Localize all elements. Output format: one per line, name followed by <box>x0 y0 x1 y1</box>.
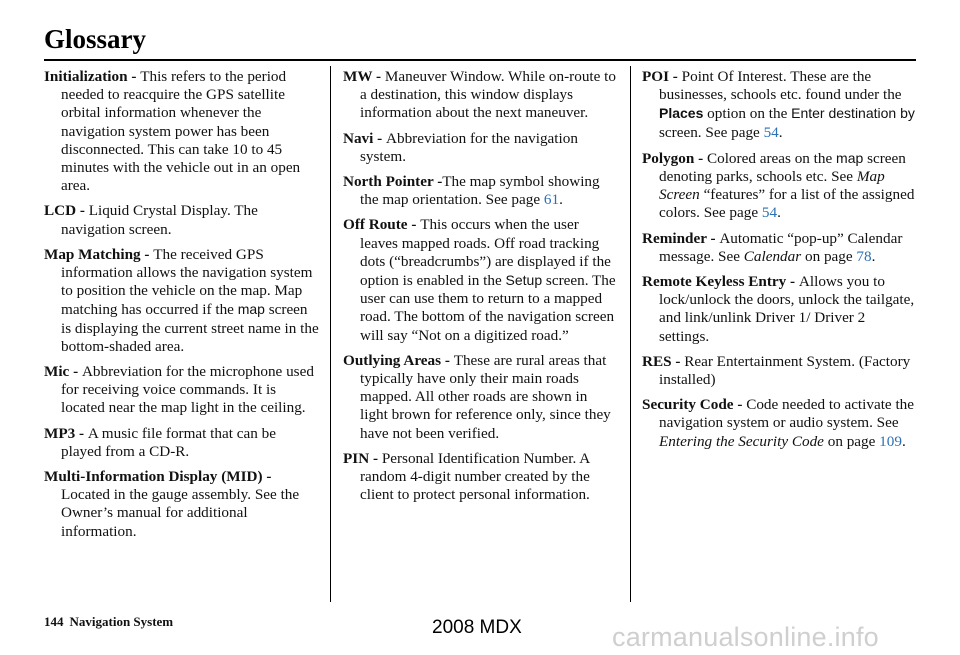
glossary-definition: Located in the gauge assembly. See the Owner’s manual for additional information. <box>61 486 300 540</box>
glossary-definition: Colored areas on the <box>706 149 837 167</box>
glossary-definition: This refers to the period needed to reacquire the GPS satellite orbital information whenever the navigation system power has been disconnected. This can take 10 to 45 minutes with the vehicle out in an open area. <box>61 68 301 195</box>
glossary-entry-mw <box>343 68 618 123</box>
glossary-term: Navi - <box>343 129 387 147</box>
glossary-column-3 <box>642 68 917 458</box>
glossary-entry-security-code <box>642 396 917 451</box>
glossary-term: Reminder - <box>642 229 720 247</box>
vehicle-model-label: 2008 MDX <box>432 617 522 638</box>
glossary-definition: These are rural areas that typically have only their main roads mapped. All other roads are shown in light brown for reference only, since they have not been verified. <box>360 351 611 442</box>
page-link-61[interactable]: 61 <box>543 191 560 209</box>
glossary-entry-reminder <box>642 230 917 266</box>
column-divider-2 <box>630 66 631 602</box>
glossary-definition-cont: screen. The user can use them to return to a mapped road. The bottom of the navigation screen will say “Not on a digitized road.” <box>360 272 616 344</box>
glossary-definition: The map symbol showing the map orientation. See page <box>360 173 600 209</box>
glossary-definition-cont: on page <box>801 247 857 265</box>
enter-destination-screen-name: Enter destination by <box>791 105 915 122</box>
glossary-definition-cont: on page <box>823 432 880 450</box>
glossary-definition-cont: screen is displaying the current street name in the bottom-shaded area. <box>61 301 319 355</box>
glossary-definition: The received GPS information allows the navigation system to position the vehicle on the map. Map matching has occurred if the <box>61 245 313 319</box>
glossary-definition: Abbreviation for the navigation system. <box>360 129 578 165</box>
calendar-reference: Calendar <box>743 247 802 265</box>
glossary-entry-poi <box>642 68 917 142</box>
glossary-term: POI - <box>642 68 682 85</box>
glossary-definition: A music file format that can be played from a CD-R. <box>61 424 276 460</box>
glossary-column-2 <box>343 68 618 511</box>
page-number: 144 <box>44 614 64 629</box>
glossary-term: Off Route - <box>343 216 421 234</box>
glossary-entry-pin <box>343 450 618 505</box>
punctuation: . <box>871 247 876 265</box>
glossary-term: MP3 - <box>44 424 88 442</box>
glossary-term: RES - <box>642 352 685 370</box>
glossary-definition: Automatic “pop-up” Calendar message. See <box>659 229 903 265</box>
glossary-definition: Rear Entertainment System. (Factory installed) <box>659 352 911 389</box>
page-link-54[interactable]: 54 <box>761 204 778 222</box>
glossary-entry-mic <box>44 363 319 418</box>
glossary-term: North Pointer - <box>343 173 443 191</box>
title-divider <box>44 59 916 61</box>
glossary-entry-off-route <box>343 216 618 344</box>
glossary-definition: Point Of Interest. These are the businesses, schools etc. found under the <box>659 68 902 104</box>
punctuation: . <box>777 204 781 222</box>
page-link-109[interactable]: 109 <box>879 432 902 450</box>
glossary-entry-mp3 <box>44 425 319 461</box>
glossary-term: Initialization - <box>44 68 141 85</box>
glossary-entry-lcd <box>44 202 319 238</box>
page-link-78[interactable]: 78 <box>856 247 872 265</box>
glossary-entry-remote-keyless-entry <box>642 273 917 346</box>
glossary-column-1 <box>44 68 319 548</box>
setup-screen-name: Setup <box>505 272 543 289</box>
glossary-term: Mic - <box>44 363 82 381</box>
glossary-term: Outlying Areas - <box>343 351 454 369</box>
glossary-entry-map-matching <box>44 246 319 356</box>
glossary-term: Polygon - <box>642 149 707 167</box>
punctuation: . <box>559 191 563 209</box>
glossary-entry-outlying-areas <box>343 352 618 443</box>
page-footer <box>44 614 173 630</box>
map-screen-name: map <box>237 301 265 318</box>
glossary-definition-cont: “features” for a list of the assigned colors. See page <box>659 186 915 222</box>
page-title: Glossary <box>44 24 147 54</box>
glossary-definition: Liquid Crystal Display. The navigation screen. <box>61 202 258 238</box>
glossary-term: Map Matching - <box>44 245 154 263</box>
column-divider-1 <box>330 66 331 602</box>
glossary-definition-cont: screen. See page <box>659 123 764 141</box>
glossary-term: Remote Keyless Entry - <box>642 273 799 291</box>
glossary-definition-cont: screen denoting parks, schools etc. See <box>659 149 906 186</box>
glossary-definition: Allows you to lock/unlock the doors, unlock the tailgate, and link/unlink Driver 1/ Driver 2 settings. <box>659 273 915 345</box>
glossary-term: Multi-Information Display (MID) - <box>44 468 272 486</box>
glossary-entry-north-pointer <box>343 173 618 209</box>
glossary-entry-mid <box>44 468 319 541</box>
places-option-name: Places <box>659 105 704 122</box>
glossary-definition: Maneuver Window. While on-route to a destination, this window displays information about the next maneuver. <box>360 68 616 122</box>
glossary-term: MW - <box>343 68 385 85</box>
glossary-term: Security Code - <box>642 396 747 414</box>
map-screen-name: map <box>836 149 864 166</box>
glossary-term: LCD - <box>44 202 89 220</box>
glossary-definition-cont: option on the <box>703 105 792 123</box>
watermark: carmanualsonline.info <box>612 622 879 652</box>
glossary-term: PIN - <box>343 449 382 467</box>
glossary-definition: This occurs when the user leaves mapped roads. Off road tracking dots (“breadcrumbs”) are displayed if the option is enabled in the <box>360 216 611 290</box>
punctuation: . <box>778 123 783 141</box>
security-code-reference: Entering the Security Code <box>659 432 824 450</box>
glossary-entry-navi <box>343 130 618 166</box>
glossary-entry-initialization <box>44 68 319 195</box>
glossary-definition: Personal Identification Number. A random 4-digit number created by the client to protect personal information. <box>360 449 590 504</box>
glossary-definition: Code needed to activate the navigation system or audio system. See <box>659 396 915 432</box>
glossary-entry-res <box>642 353 917 389</box>
punctuation: . <box>901 432 906 450</box>
map-screen-reference: Map Screen <box>659 168 885 204</box>
page-link-54[interactable]: 54 <box>763 123 779 141</box>
footer-title: Navigation System <box>69 614 174 629</box>
glossary-definition: Abbreviation for the microphone used for receiving voice commands. It is located near the map light in the ceiling. <box>61 363 314 417</box>
glossary-entry-polygon <box>642 149 917 223</box>
